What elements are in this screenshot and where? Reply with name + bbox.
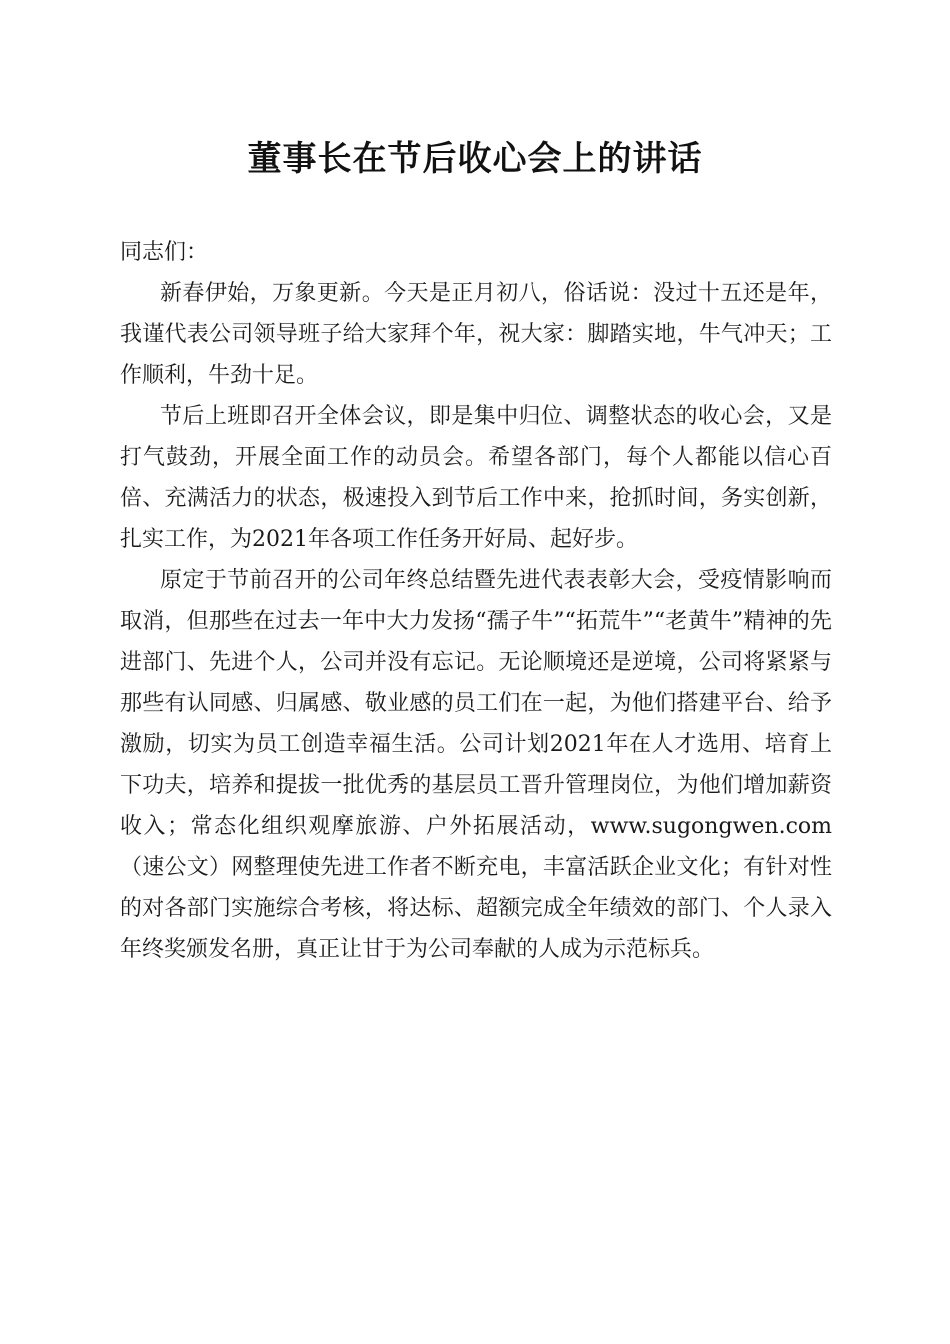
paragraph-greeting: 新春伊始，万象更新。今天是正月初八，俗话说：没过十五还是年，我谨代表公司领导班子给大家拜个年，祝大家：脚踏实地，牛气冲天；工作顺利，牛劲十足。 [120, 281, 832, 388]
paragraph-company-plans: 原定于节前召开的公司年终总结暨先进代表表彰大会，受疫情影响而取消，但那些在过去一年中大力发扬“孺子牛”“拓荒牛”“老黄牛”精神的先进部门、先进个人，公司并没有忘记。无论顺境还是逆境，公司将紧紧与那些有认同感、归属感、敬业感的员工们在一起，为他们搭建平台、给予激励，切实为员工创造幸福生活。公司计划2021年在人才选用、培育上下功夫，培养和提拔一批优秀的基层员工晋升管理岗位，为他们增加薪资收入；常态化组织观摩旅游、户外拓展活动，www.sugongwen.com（速公文）网整理使先进工作者不断充电，丰富活跃企业文化；有针对性的对各部门实施综合考核，将达标、超额完成全年绩效的部门、个人录入年终奖颁发名册，真正让甘于为公司奉献的人成为示范标兵。 [120, 568, 832, 962]
salutation: 同志们： [120, 240, 209, 265]
document-title: 董事长在节后收心会上的讲话 [247, 139, 703, 179]
paragraph-meeting-purpose: 节后上班即召开全体会议，即是集中归位、调整状态的收心会，又是打气鼓劲，开展全面工作的动员会。希望各部门，每个人都能以信心百倍、充满活力的状态，极速投入到节后工作中来，抢抓时间，务实创新，扎实工作，为2021年各项工作任务开好局、起好步。 [120, 404, 832, 552]
document-body [120, 232, 832, 970]
